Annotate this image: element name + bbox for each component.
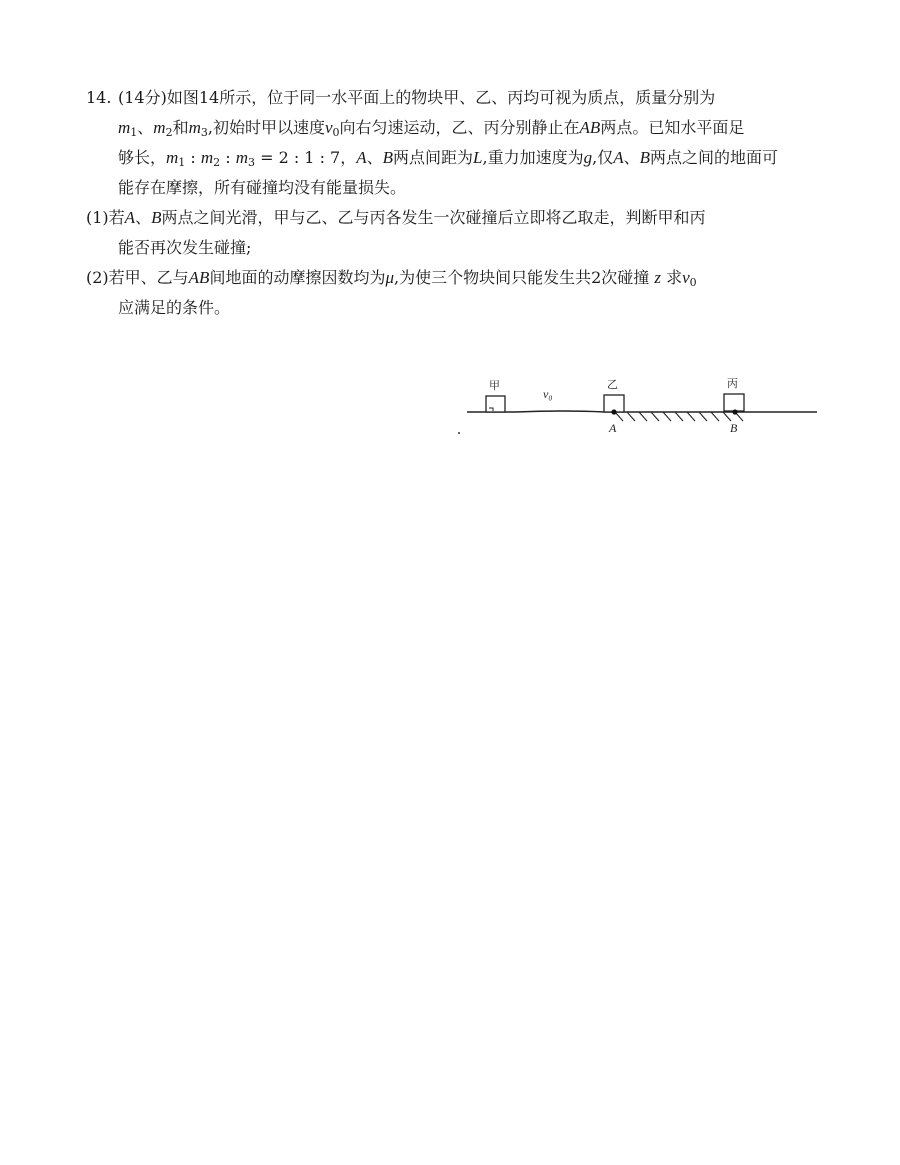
label-v0: v₀ [543, 387, 553, 401]
text: ,初始时甲以速度 [207, 118, 325, 137]
label-bing: 丙 [727, 377, 738, 390]
mass-m2: m [153, 118, 166, 137]
ratio-m1: m [166, 148, 179, 167]
point-b: B [382, 148, 394, 167]
point-a: A [356, 148, 367, 167]
ratio-m3: m [235, 148, 248, 167]
text: 两点之间光滑，甲与乙、乙与丙各发生一次碰撞后立即将乙取走，判断甲和丙 [161, 208, 706, 227]
text: (1)若 [86, 208, 125, 227]
text: 两点之间的地面可 [650, 148, 779, 167]
ratio-m1-sub: 1 [178, 156, 186, 169]
text: 够长， [118, 148, 167, 167]
label-jia: 甲 [489, 379, 500, 392]
ratio-m2-sub: 2 [213, 156, 221, 169]
segment-ab: AB [188, 268, 210, 287]
text: ,为使三个物块间只能发生共2次碰撞 [394, 268, 650, 287]
mass-m3: m [188, 118, 201, 137]
label-a: A [609, 421, 617, 435]
stray-z: z [654, 268, 662, 287]
problem-number: 14. [86, 88, 112, 107]
question-1-line-1 [86, 203, 826, 233]
text: 、 [366, 148, 383, 167]
point-a: A [124, 208, 136, 227]
question-1-line-2: 能否再次发生碰撞; [118, 238, 252, 257]
mass-m1: m [118, 118, 131, 137]
stray-dot [458, 432, 460, 434]
text: ,仅 [592, 148, 614, 167]
text: 间地面的动摩擦因数均为 [209, 268, 386, 287]
block-bing [724, 394, 744, 411]
question-2-line-1 [86, 263, 826, 293]
ratio-m2: m [200, 148, 214, 167]
point-a: A [613, 148, 624, 167]
problem-line-2 [86, 113, 826, 143]
velocity-v0: v [324, 118, 333, 137]
velocity-v0-sub: 0 [689, 276, 697, 289]
point-b-dot [732, 409, 737, 414]
problem-line-1 [86, 83, 826, 113]
problem-14 [86, 83, 826, 323]
problem-line-3: 够长，$m_1$ : $m_2$ : $m_3 = 2$ : 1 : 7，A、B两点间距为L,重力加速度为g,仅A、B两点之间的地面可 [118, 148, 779, 169]
figure-svg [455, 372, 825, 442]
figure-14 [455, 372, 825, 442]
ground-line [467, 411, 817, 412]
mass-m1-sub: 1 [130, 126, 138, 139]
ratio-m3-sub: 3 [247, 156, 255, 169]
text: 两点。已知水平面足 [600, 118, 745, 137]
text: 两点间距为 [393, 148, 474, 167]
label-b: B [730, 421, 738, 435]
question-2-line-2: 应满足的条件。 [118, 298, 231, 317]
text: 、 [135, 208, 152, 227]
velocity-v0-sub: 0 [332, 126, 340, 139]
mass-m2-sub: 2 [165, 126, 173, 139]
segment-ab: AB [579, 118, 601, 137]
point-a-dot [611, 409, 616, 414]
friction-mu: μ [385, 268, 395, 287]
point-b: B [151, 208, 162, 227]
and-text: 和 [172, 118, 189, 137]
point-b: B [639, 148, 650, 167]
text: (2)若甲、乙与 [86, 268, 189, 287]
text: 求 [666, 268, 683, 287]
problem-line-4: 能存在摩擦，所有碰撞均没有能量损失。 [118, 178, 407, 197]
gravity-g: g [583, 148, 593, 167]
velocity-v0: v [682, 268, 690, 287]
problem-intro: (14分)如图14所示，位于同一水平面上的物块甲、乙、丙均可视为质点，质量分别为 [118, 88, 716, 107]
text: 、 [623, 148, 640, 167]
block-jia [486, 396, 505, 412]
ratio-value: = 2 : 1 : 7， [254, 148, 357, 167]
text: 向右匀速运动，乙、丙分别静止在 [339, 118, 580, 137]
distance-l: L [473, 148, 483, 167]
friction-hatch [615, 412, 743, 421]
sep: 、 [137, 118, 154, 137]
text: ,重力加速度为 [482, 148, 584, 167]
label-yi: 乙 [607, 378, 618, 391]
mass-m3-sub: 3 [200, 126, 208, 139]
